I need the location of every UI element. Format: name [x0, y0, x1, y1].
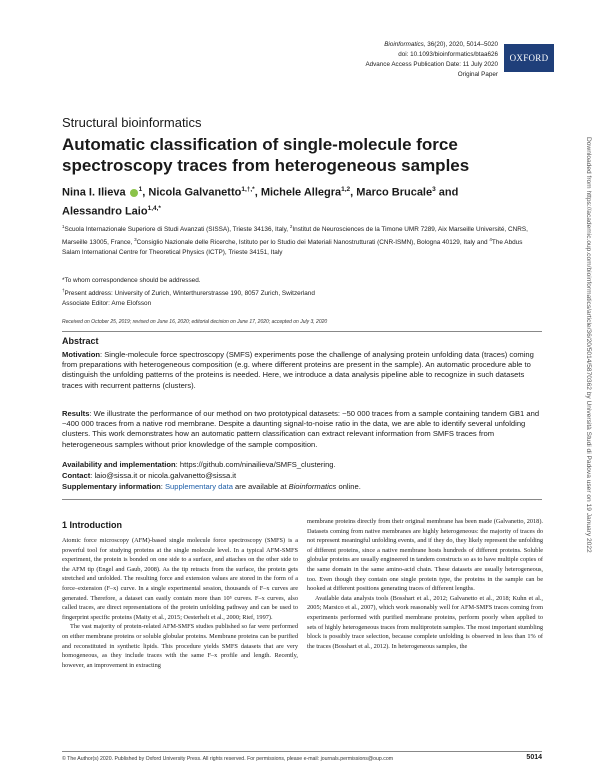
divider — [62, 751, 542, 752]
author-name: Michele Allegra — [260, 186, 342, 199]
author-sup: 1 — [138, 186, 143, 193]
doi[interactable]: doi: 10.1093/bioinformatics/btaa626 — [398, 51, 498, 58]
advance-access-date: Advance Access Publication Date: 11 July 2020 — [365, 61, 498, 68]
intro-paragraph: The vast majority of protein-related AFM-SMFS studies published so far were performed on either membrane proteins or soluble globular proteins. Membrane proteins can be purified and reconstituted in synthetic lipids. This procedure yields SMFS datasets that are very homogeneous, as they include traces with the same F–x profile and length. Recently, however, an improvement in extracting — [62, 623, 298, 669]
affiliations: $^1$Scuola Internazionale Superiore di Studi Avanzati (SISSA), Trieste 34136, Italy, $^2$Institut de Neurosciences de la Timone UMR 7289, Aix Marseille Université, CNRS, Marseille 13005, France, $^3$Consiglio Nazionale delle Ricerche, Istituto per lo Studio dei Materiali Nanostrutturati (CNR-ISMN), Bologna 40129, Italy and $^4$The Abdus Salam International Centre for Theoretical Physics (ICTP), Trieste 34151, Italy — [62, 224, 528, 257]
abstract-contact: Contact: laio@sissa.it or nicola.galvanetto@sissa.it — [62, 471, 237, 480]
citation: 36(20), 2020, 5014–5020 — [427, 41, 498, 48]
author-name: Marco Brucale — [356, 186, 433, 199]
corresponding-note: *To whom correspondence should be addressed. — [62, 277, 201, 284]
affiliation: The Abdus Salam International Centre for Theoretical Physics (ICTP), Trieste 34151, Italy — [62, 239, 523, 257]
abstract-availability: Availability and implementation: https://github.com/ninailieva/SMFS_clustering. — [62, 460, 336, 469]
abstract-motivation: Motivation: Single-molecule force spectroscopy (SMFS) experiments pose the challenge of analysing protein unfolding data (traces) coming from preparations with heterogeneous composition (e.g. where different proteins are present in the sample). An automatic procedure able to distinguish the unfolding patterns of the proteins is needed. Here, we introduce a data analysis pipeline able to recognize in such datasets traces with recurrent patterns (clusters). — [62, 350, 534, 390]
affiliation: Consiglio Nazionale delle Ricerche, Istituto per lo Studio dei Materiali Nanostrutturati (CNR-ISMN), Bologna 40129, Italy and — [136, 239, 490, 247]
author-sup: 1,2 — [341, 186, 351, 193]
author-name: Alessandro Laio — [62, 205, 148, 218]
journal-name: Bioinformatics, — [384, 41, 426, 48]
author-list: Nina I. Ilieva $^1$, Nicola Galvanetto$^{1,\dagger,*}$, Michele Allegra$^{1,2}$, Marco Brucale$^3$ and Alessandro Laio$^{1,4,*}$ — [62, 186, 459, 218]
author-sup: 3 — [432, 186, 436, 193]
journal-header — [365, 40, 498, 80]
abstract-results: Results: We illustrate the performance of our method on two prototypical datasets: ~50 000 traces from a sample containing tandem GB1 and ~400 000 traces from a native rod membrane. Despite a daunting signal-to-noise ratio in the data, we are able to identify several unfolding clusters. This work demonstrates how an automatic pattern classification can extract relevant information from SMFS traces from heterogeneous samples without prior knowledge of the sample composition. — [62, 409, 540, 449]
download-watermark: Downloaded from https://academic.oup.com/bioinformatics/article/36/20/5014/5870362 by Università Studi di Padova user on 19 January 2022 — [585, 137, 592, 553]
page-number: 5014 — [526, 754, 542, 761]
introduction-heading: 1 Introduction — [62, 520, 122, 530]
paper-type: Original Paper — [457, 71, 498, 78]
author-name: Nicola Galvanetto — [148, 186, 242, 199]
intro-left-column — [62, 536, 298, 670]
oxford-logo: OXFORD — [504, 44, 554, 72]
intro-paragraph: Available data analysis tools (Bosshart et al., 2012; Galvanetto et al., 2018; Kuhn et al., 2005; Marsico et al., 2007), which work reasonably well for AFM-SMFS traces coming from experiments performed with purified membrane proteins, perform poorly when applied to sets of highly heterogeneous traces from multiprotein samples. The most important stumbling block is possibly trace selection, because complete unfolding is observed in less than 1% of the traces (Bosshart et al., 2012). In heterogeneous samples, the — [307, 594, 543, 650]
affiliation: Scuola Internazionale Superiore di Studi Avanzati (SISSA), Trieste 34136, Italy, — [64, 226, 290, 234]
author-name: Nina I. Ilieva — [62, 186, 126, 199]
abstract-heading: Abstract — [62, 336, 99, 346]
copyright-footer: © The Author(s) 2020. Published by Oxford University Press. All rights reserved. For permissions, please e-mail: journals.permissions@oup.com — [62, 756, 394, 762]
divider — [62, 331, 542, 332]
received-dates: Received on October 25, 2019; revised on June 16, 2020; editorial decision on June 17, 2020; accepted on July 3, 2020 — [62, 319, 328, 325]
divider — [62, 499, 542, 500]
paper-title: Automatic classification of single-molecule force spectroscopy traces from heterogeneous samples — [62, 135, 470, 175]
author-sup: 1,†,* — [241, 186, 255, 193]
supplementary-link[interactable]: Supplementary data — [164, 482, 233, 491]
author-sup: 1,4,* — [147, 204, 161, 212]
intro-paragraph: membrane proteins directly from their original membrane has been made (Galvanetto, 2018). Datasets coming from native membranes are highly heterogeneous: the majority of traces do not represent meaningful unfolding events, and if they do, they likely represent the unfolding of different proteins, since a native membrane hosts hundreds of different proteins. Soluble globular proteins are usually engineered in tandem constructs so as to have multiple copies of the same domain in the same amino-acid chain. These datasets are usually heterogeneous, too. Even though they contain one single protein type, the proteins in the sample can be hooked at different positions generating traces of different lengths. — [307, 518, 543, 593]
orcid-icon[interactable] — [130, 189, 138, 197]
intro-right-column — [307, 517, 543, 651]
associate-editor: Associate Editor: Arne Elofsson — [62, 300, 152, 308]
intro-paragraph: Atomic force microscopy (AFM)-based single molecule force spectroscopy (SMFS) is a powerful tool for studying proteins at the single molecule level. In a typical AFM-SMFS experiment, the protein is bonded on one side to a surface, and attaches on the other side to the AFM tip (Engel and Gaub, 2008). As the tip retracts from the surface, the protein gets stretched and unfolded. The resulting force and extension values are stored in the form of a force–extension (F–x) curve. In a single experimental session, thousands of F–x curves are generated. Therefore, a dataset can easily contain more than 10⁵ curves. F–x curves, also called traces, are direct representations of the protein unfolding pathway and can be used to fingerprint specific proteins (Maity et al., 2015; Oesterhelt et al., 2000; Rief, 1997). — [62, 537, 298, 621]
present-address-note: †Present address: University of Zurich, Winterthurerstrasse 190, 8057 Zurich, Switzerland — [62, 288, 315, 298]
abstract-supplementary: Supplementary information: Supplementary data are available at Bioinformatics online. — [62, 482, 361, 491]
section-label: Structural bioinformatics — [62, 115, 202, 130]
affiliation: Institut de Neurosciences de la Timone UMR 7289, Aix Marseille Université, CNRS, Marseille 13005, France, — [62, 226, 528, 247]
author-notes — [62, 276, 542, 309]
